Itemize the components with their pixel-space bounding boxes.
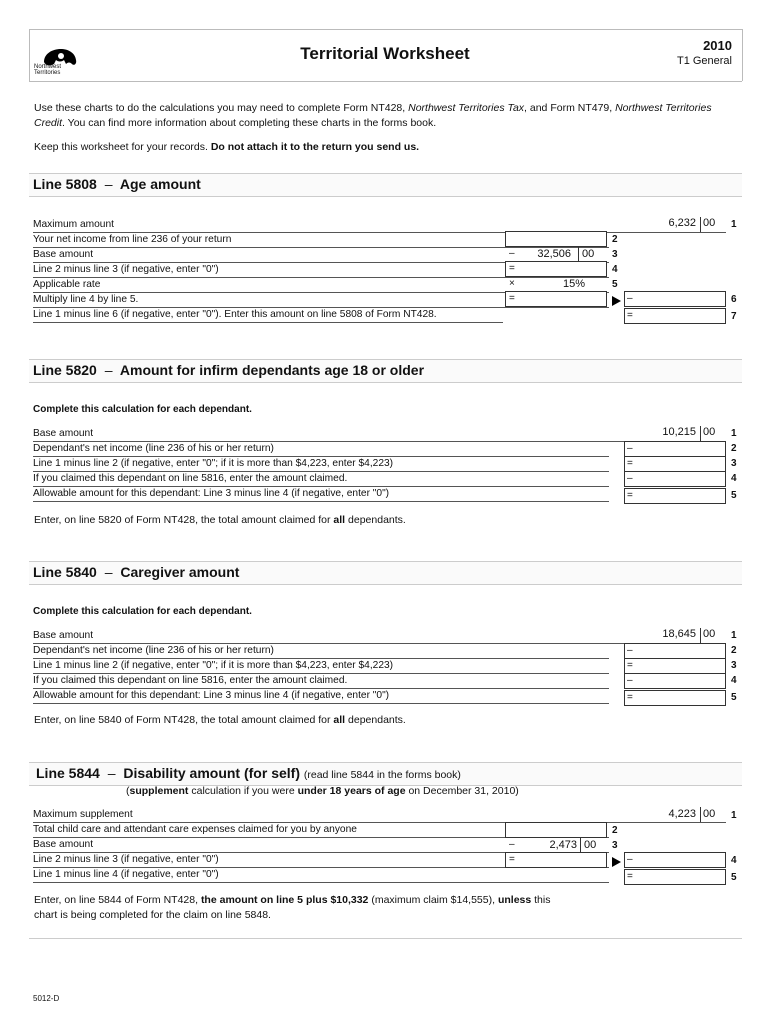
- section-5840-name: Caregiver amount: [120, 564, 240, 580]
- form-type: T1 General: [676, 55, 732, 67]
- base-amount-dollars: 10,215: [662, 426, 696, 438]
- line-number-5808: Line 5808: [33, 176, 97, 192]
- row-label: Line 1 minus line 2 (if negative, enter "0"; if it is more than $4,223, enter $4,223): [33, 458, 394, 469]
- equals-op: =: [509, 293, 515, 304]
- row-label: Maximum amount: [33, 219, 114, 230]
- row-label: Line 2 minus line 3 (if negative, enter "0"): [33, 264, 219, 275]
- row-5820-2: [33, 441, 609, 457]
- sub-text-c: calculation if you were: [188, 785, 298, 797]
- cents-separator: [578, 247, 579, 262]
- cents-separator: [700, 628, 701, 643]
- equals-op: =: [627, 490, 633, 501]
- section-5844-name: Disability amount (for self): [123, 765, 300, 781]
- line-num-1: 1: [731, 630, 737, 641]
- minus-op: –: [627, 443, 633, 454]
- dependant-income-input[interactable]: [624, 441, 726, 457]
- minus-op: –: [509, 839, 515, 850]
- section-5820-name: Amount for infirm dependants age 18 or older: [119, 362, 425, 378]
- minus-op: –: [627, 293, 633, 304]
- minus-op: –: [627, 854, 633, 865]
- row-label: Line 1 minus line 6 (if negative, enter "0"). Enter this amount on line 5808 of Form NT428.: [33, 309, 437, 320]
- footer-text-a: Enter, on line 5840 of Form NT428, the total amount claimed for: [34, 714, 334, 726]
- line-6-input[interactable]: [624, 291, 726, 307]
- base-amount-dollars: 32,506: [537, 248, 571, 260]
- row-label: Line 1 minus line 2 (if negative, enter "0"; if it is more than $4,223, enter $4,223): [33, 660, 394, 671]
- form-code: 5012-D: [33, 994, 60, 1003]
- footer-text-f: chart is being completed for the claim on line 5848.: [34, 909, 271, 921]
- intro-paragraph: [34, 101, 734, 131]
- arrow-right-icon: [612, 296, 621, 306]
- section-5844-subtitle: [126, 785, 519, 797]
- equals-op: =: [627, 660, 633, 671]
- section-5840-instruction: Complete this calculation for each dependant.: [33, 606, 252, 617]
- max-amount-cents: 00: [703, 217, 716, 229]
- footer-text-c: dependants.: [345, 514, 406, 526]
- minus-op: –: [627, 675, 633, 686]
- cents-separator: [700, 807, 701, 822]
- base-amount-dollars: 2,473: [549, 839, 577, 851]
- intro-form-name-1: Northwest Territories Tax: [408, 102, 525, 114]
- base-amount-cents: 00: [703, 628, 716, 640]
- row-label: Allowable amount for this dependant: Line 3 minus line 4 (if negative, enter "0"): [33, 690, 390, 701]
- dependant-income-input[interactable]: [624, 643, 726, 659]
- line-num-5: 5: [731, 692, 737, 703]
- logo-text: Northwest Territories: [34, 64, 62, 76]
- line-num-4: 4: [612, 264, 618, 275]
- line-5-input[interactable]: [624, 869, 726, 885]
- section-5844-title: [36, 765, 461, 781]
- line-3-input[interactable]: [624, 456, 726, 472]
- base-amount-dollars: 18,645: [662, 628, 696, 640]
- row-label: Line 1 minus line 4 (if negative, enter "0"): [33, 869, 219, 880]
- row-5844-3: [33, 837, 609, 853]
- row-label: Maximum supplement: [33, 809, 133, 820]
- line-num-5: 5: [731, 872, 737, 883]
- minus-op: –: [627, 645, 633, 656]
- line-num-1: 1: [731, 428, 737, 439]
- applicable-rate: 15%: [562, 278, 585, 290]
- row-label: Base amount: [33, 839, 94, 850]
- line-num-3: 3: [731, 660, 737, 671]
- line-3-input[interactable]: [624, 658, 726, 674]
- row-label: Dependant's net income (line 236 of his or her return): [33, 645, 274, 656]
- times-op: ×: [509, 278, 515, 289]
- net-income-input[interactable]: [505, 231, 607, 247]
- row-label: Applicable rate: [33, 279, 101, 290]
- row-5840-5: [33, 688, 609, 704]
- base-amount-cents: 00: [584, 839, 597, 851]
- header-border-top: [29, 29, 742, 30]
- footer-text-bold: all: [333, 514, 346, 526]
- base-amount-cents: 00: [582, 248, 595, 260]
- row-label: Base amount: [33, 630, 94, 641]
- row-5820-1: [33, 426, 726, 442]
- row-5844-5: [33, 867, 609, 883]
- line-7-input[interactable]: [624, 308, 726, 324]
- section-5840-footer: [34, 713, 734, 728]
- line-num-7: 7: [731, 311, 737, 322]
- title-dash: –: [107, 765, 116, 781]
- row-label: Base amount: [33, 428, 94, 439]
- line-num-5: 5: [731, 490, 737, 501]
- section-5808-title: [33, 176, 201, 192]
- line-num-2: 2: [731, 443, 737, 454]
- footer-text-c: (maximum claim $14,555),: [368, 894, 498, 906]
- header-border-bottom: [29, 81, 742, 82]
- max-supplement-cents: 00: [703, 808, 716, 820]
- line-4-input[interactable]: [624, 673, 726, 689]
- line-number-5844: Line 5844: [36, 765, 100, 781]
- line-num-4: 4: [731, 855, 737, 866]
- line-4-input[interactable]: [505, 261, 607, 277]
- row-5844-1: [33, 807, 726, 823]
- section-5840-title: [33, 564, 239, 580]
- line-num-5: 5: [612, 279, 618, 290]
- row-5840-3: [33, 658, 609, 674]
- title-dash: –: [104, 176, 113, 192]
- section-divider: [29, 938, 742, 939]
- row-label: Line 2 minus line 3 (if negative, enter "0"): [33, 854, 219, 865]
- line-num-2: 2: [612, 825, 618, 836]
- row-label: Your net income from line 236 of your return: [33, 234, 232, 245]
- line-num-2: 2: [612, 234, 618, 245]
- footer-text-bold-2: unless: [497, 894, 532, 906]
- line-5-input[interactable]: [624, 690, 726, 706]
- line-num-6: 6: [731, 294, 737, 305]
- minus-op: –: [627, 473, 633, 484]
- max-amount-dollars: 6,232: [668, 217, 696, 229]
- cents-separator: [700, 426, 701, 441]
- line-num-3: 3: [612, 840, 618, 851]
- sub-text-bold-1: supplement: [129, 785, 189, 797]
- minus-op: –: [509, 248, 515, 259]
- equals-op: =: [627, 458, 633, 469]
- line-number-5820: Line 5820: [33, 362, 97, 378]
- row-5808-7: [33, 307, 503, 323]
- keep-notice: [34, 140, 734, 155]
- line-num-2: 2: [731, 645, 737, 656]
- sub-text-bold-2: under 18 years of age: [297, 785, 406, 797]
- row-5820-5: [33, 486, 609, 502]
- intro-text-a: Use these charts to do the calculations you may need to complete Form NT428,: [34, 102, 409, 114]
- base-amount-cents: 00: [703, 426, 716, 438]
- line-4-input[interactable]: [624, 471, 726, 487]
- row-label: Dependant's net income (line 236 of his or her return): [33, 443, 274, 454]
- equals-op: =: [509, 263, 515, 274]
- line-num-3: 3: [731, 458, 737, 469]
- section-5820-instruction: Complete this calculation for each dependant.: [33, 404, 252, 415]
- sub-text-a: (: [126, 785, 130, 797]
- row-5820-3: [33, 456, 609, 472]
- title-dash: –: [104, 564, 113, 580]
- footer-text-a: Enter, on line 5820 of Form NT428, the total amount claimed for: [34, 514, 334, 526]
- care-expenses-input[interactable]: [505, 822, 607, 838]
- cents-separator: [700, 217, 701, 232]
- line-number-5840: Line 5840: [33, 564, 97, 580]
- intro-text-c: . You can find more information about completing these charts in the forms book.: [62, 117, 437, 129]
- footer-text-bold-1: the amount on line 5 plus $10,332: [200, 894, 369, 906]
- footer-text-a: Enter, on line 5844 of Form NT428,: [34, 894, 201, 906]
- row-label: Allowable amount for this dependant: Line 3 minus line 4 (if negative, enter "0"): [33, 488, 390, 499]
- cents-separator: [580, 837, 581, 852]
- keep-notice-bold: Do not attach it to the return you send us.: [210, 141, 420, 153]
- section-5808-name: Age amount: [119, 176, 201, 192]
- line-num-4: 4: [731, 675, 737, 686]
- line-num-4: 4: [731, 473, 737, 484]
- row-label: Multiply line 4 by line 5.: [33, 294, 139, 305]
- row-5840-2: [33, 643, 609, 659]
- footer-text-c: dependants.: [345, 714, 406, 726]
- sub-text-e: on December 31, 2010): [405, 785, 519, 797]
- footer-text-e: this: [531, 894, 551, 906]
- equals-op: =: [627, 692, 633, 703]
- line-5-input[interactable]: [624, 488, 726, 504]
- row-5840-1: [33, 628, 726, 644]
- line-6-calc-input[interactable]: [505, 291, 607, 307]
- footer-text-bold: all: [333, 714, 346, 726]
- title-dash: –: [104, 362, 113, 378]
- page-title: Territorial Worksheet: [300, 44, 470, 63]
- arrow-right-icon: [612, 857, 621, 867]
- equals-op: =: [627, 871, 633, 882]
- intro-form-name-2: Northwest Territories Credit: [34, 102, 712, 129]
- line-num-1: 1: [731, 219, 737, 230]
- row-label: Base amount: [33, 249, 94, 260]
- section-5844-footer: [34, 893, 734, 923]
- row-5808-1: [33, 217, 726, 233]
- line-num-3: 3: [612, 249, 618, 260]
- row-5840-4: [33, 673, 609, 689]
- row-label: Total child care and attendant care expenses claimed for you by anyone: [33, 824, 357, 835]
- equals-op: =: [627, 310, 633, 321]
- keep-notice-text: Keep this worksheet for your records.: [34, 141, 211, 153]
- row-label: If you claimed this dependant on line 5816, enter the amount claimed.: [33, 675, 348, 686]
- line-4-input[interactable]: [624, 852, 726, 868]
- section-5820-footer: [34, 513, 734, 528]
- row-label: If you claimed this dependant on line 5816, enter the amount claimed.: [33, 473, 348, 484]
- intro-text-b: , and Form NT479,: [524, 102, 616, 114]
- section-5820-title: [33, 362, 424, 378]
- equals-op: =: [509, 854, 515, 865]
- line-4-calc-input[interactable]: [505, 852, 607, 868]
- row-5820-4: [33, 471, 609, 487]
- max-supplement-dollars: 4,223: [668, 808, 696, 820]
- section-5844-note: (read line 5844 in the forms book): [303, 769, 461, 781]
- tax-year: 2010: [703, 38, 732, 53]
- line-num-1: 1: [731, 810, 737, 821]
